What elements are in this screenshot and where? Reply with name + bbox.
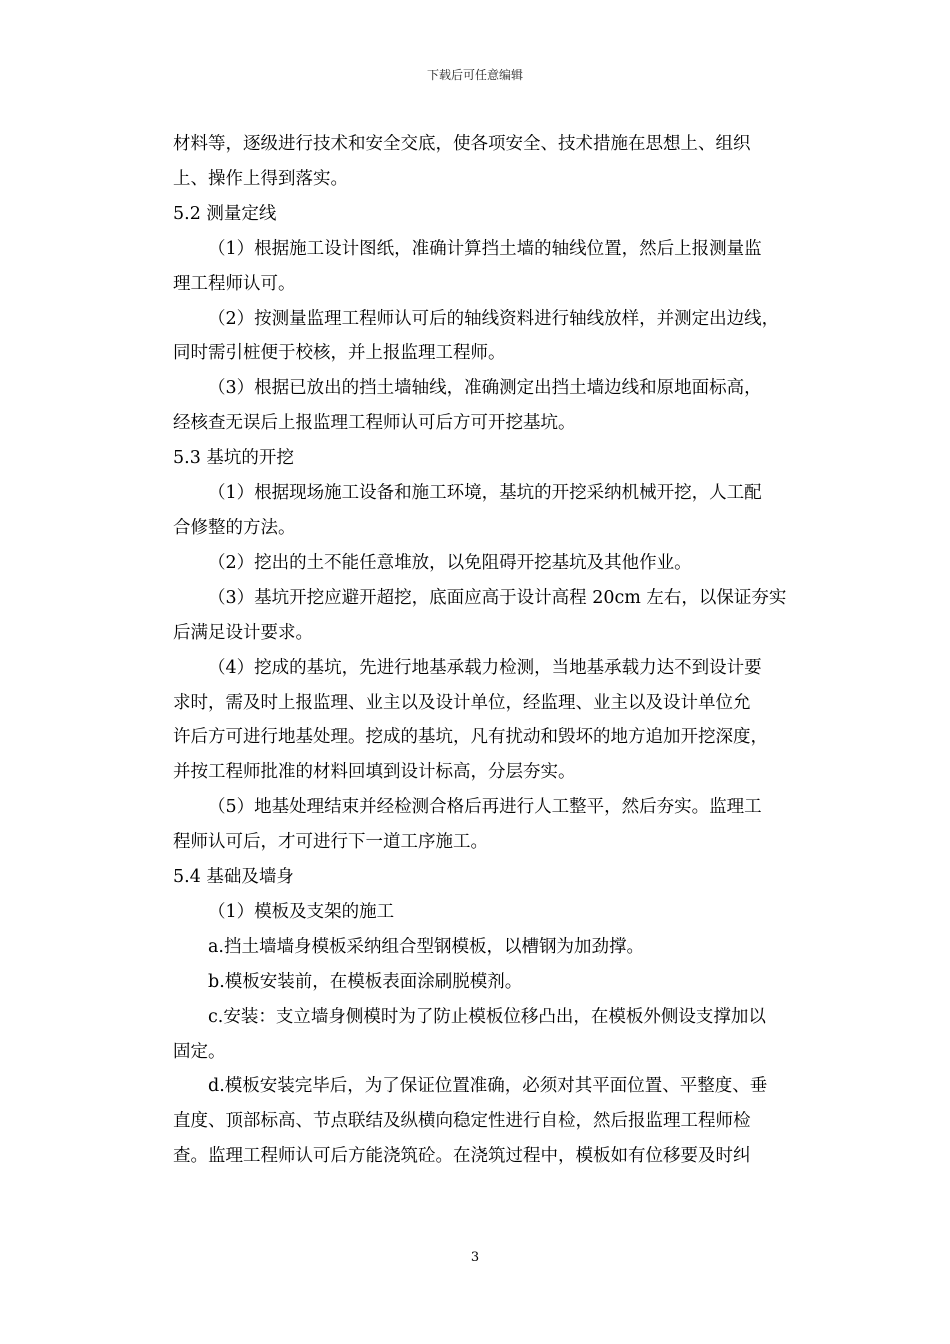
text-line: 5.4 基础及墙身	[173, 867, 294, 888]
text-line: （2）挖出的土不能任意堆放，以免阻碍开挖基坑及其他作业。	[208, 552, 692, 573]
text-line: d.模板安装完毕后，为了保证位置准确，必须对其平面位置、平整度、垂	[208, 1076, 768, 1097]
text-line: （1）根据施工设计图纸，准确计算挡土墙的轴线位置，然后上报测量监	[208, 238, 762, 259]
text-line: 固定。	[173, 1041, 226, 1062]
text-line: （2）按测量监理工程师认可后的轴线资料进行轴线放样，并测定出边线，	[208, 308, 780, 329]
text-line: 合修整的方法。	[173, 517, 296, 538]
text-line: 后满足设计要求。	[173, 622, 313, 643]
text-line: 程师认可后，才可进行下一道工序施工。	[173, 832, 488, 853]
text-line: （1）模板及支架的施工	[208, 901, 395, 922]
text-line: a.挡土墙墙身模板采纳组合型钢模板，以槽钢为加劲撑。	[208, 936, 644, 957]
text-line: （3）根据已放出的挡土墙轴线，准确测定出挡土墙边线和原地面标高，	[208, 378, 762, 399]
page-header: 下载后可任意编辑	[426, 68, 523, 82]
text-line: 5.3 基坑的开挖	[173, 448, 294, 469]
page-number: 3	[470, 1250, 480, 1265]
document-body	[173, 127, 828, 1174]
text-line: c.安装：支立墙身侧模时为了防止模板位移凸出，在模板外侧设支撑加以	[208, 1006, 766, 1027]
text-line: 查。监理工程师认可后方能浇筑砼。在浇筑过程中，模板如有位移要及时纠	[173, 1146, 751, 1167]
text-line: 同时需引桩便于校核，并上报监理工程师。	[173, 343, 506, 364]
text-line: 许后方可进行地基处理。挖成的基坑，凡有扰动和毁坏的地方追加开挖深度，	[173, 727, 768, 748]
text-line: 材料等，逐级进行技术和安全交底，使各项安全、技术措施在思想上、组织	[173, 134, 751, 154]
text-line: 经核查无误后上报监理工程师认可后方可开挖基坑。	[173, 413, 576, 434]
text-line: 理工程师认可。	[173, 273, 296, 294]
text-line: （3）基坑开挖应避开超挖，底面应高于设计高程 20cm 左右，以保证夯实	[208, 587, 787, 608]
text-line: 直度、顶部标高、节点联结及纵横向稳定性进行自检，然后报监理工程师检	[173, 1111, 751, 1132]
text-line: 5.2 测量定线	[173, 203, 277, 224]
text-line: 求时，需及时上报监理、业主以及设计单位，经监理、业主以及设计单位允	[173, 692, 751, 713]
text-line: （4）挖成的基坑，先进行地基承载力检测，当地基承载力达不到设计要	[208, 657, 762, 678]
text-line: （5）地基处理结束并经检测合格后再进行人工整平，然后夯实。监理工	[208, 797, 762, 818]
text-line: 并按工程师批准的材料回填到设计标高，分层夯实。	[173, 762, 576, 783]
text-line: 上、操作上得到落实。	[173, 168, 348, 189]
text-line: （1）根据现场施工设备和施工环境，基坑的开挖采纳机械开挖，人工配	[208, 483, 762, 504]
text-line: b.模板安装前，在模板表面涂刷脱模剂。	[208, 971, 523, 992]
